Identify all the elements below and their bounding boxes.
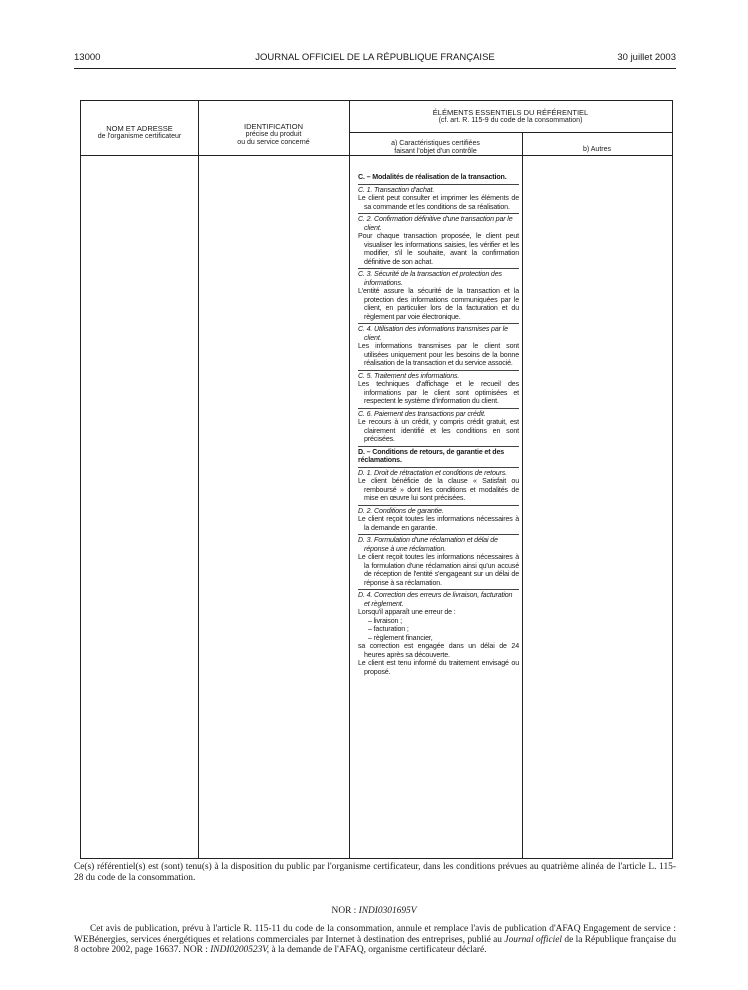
col-caracteristiques-header — [349, 140, 522, 156]
subsection-heading: C. 1. Transaction d'achat. — [358, 185, 435, 194]
referential-table — [80, 100, 673, 859]
body-text: Les informations transmises par le client sont utilisées uniquement pour les besoins de la bonne réalisation de la transaction et du service associé. — [358, 342, 519, 367]
content-block — [358, 325, 519, 368]
col-identification-title: IDENTIFICATION — [243, 122, 304, 131]
list-item: – facturation ; — [368, 625, 409, 633]
content-block — [358, 507, 519, 533]
col-organisme-subtitle: de l'organisme certificateur — [97, 133, 182, 140]
content-block — [358, 270, 519, 321]
block-separator — [358, 370, 519, 371]
col-identification-line2: précise du produit — [245, 131, 302, 138]
block-separator — [358, 323, 519, 324]
body-text: L'entité assure la sécurité de la transaction et la protection des informations communiquées par le client, en particulier lors de la facturation et du règlement par voie électronique. — [358, 287, 519, 321]
referential-note: Ce(s) référentiel(s) est (sont) tenu(s) à la disposition du public par l'organisme certificateur, dans les conditions prévues au quatrième alinéa de l'article L. 115-28 du code de la consommation. — [74, 862, 676, 883]
subsection-heading: D. 3. Formulation d'une réclamation et délai de réponse à une réclamation. — [358, 536, 498, 553]
content-block — [358, 591, 519, 676]
notice-journal: Journal officiel — [504, 934, 562, 945]
column-divider-2 — [349, 101, 350, 858]
col-caracteristiques-line1: a) Caractéristiques certifiées — [391, 140, 480, 147]
col-autres-title: b) Autres — [582, 146, 611, 153]
col-caracteristiques-line2: faisant l'objet d'un contrôle — [394, 148, 477, 155]
block-separator — [358, 268, 519, 269]
subsection-heading: C. 4. Utilisation des informations transmises par le client. — [358, 325, 508, 342]
body-text: Pour chaque transaction proposée, le client peut visualiser les informations saisies, les vérifier et les modifier, s'il le souhaite, avant la confirmation définitive de son achat. — [358, 232, 519, 266]
subsection-heading: C. 5. Traitement des informations. — [358, 371, 460, 380]
content-block — [358, 410, 519, 444]
nor-label: NOR : — [331, 906, 357, 916]
column-divider-1 — [198, 101, 199, 858]
body-text: sa correction est engagée dans un délai de 24 heures après sa découverte. — [358, 642, 519, 659]
body-text: Le recours à un crédit, y compris crédit gratuit, est clairement identifié et les conditions en sont précisées. — [358, 418, 519, 443]
section-heading: D. – Conditions de retours, de garantie et des réclamations. — [358, 447, 505, 464]
block-separator — [358, 505, 519, 506]
col-elements-header — [349, 109, 672, 125]
col-identification-line3: ou du service concerné — [237, 139, 310, 146]
col-autres-header — [522, 146, 672, 154]
journal-title: JOURNAL OFFICIEL DE LA RÉPUBLIQUE FRANÇAISE — [255, 52, 495, 63]
content-block — [358, 536, 519, 587]
publication-notice — [74, 924, 676, 956]
issue-date: 30 juillet 2003 — [617, 52, 676, 63]
notice-part3: à la demande de l'AFAQ, organisme certificateur déclaré. — [271, 945, 487, 955]
body-text: Le client reçoit toutes les informations nécessaires à la formulation d'une réclamation ainsi qu'un accusé de réception de l'entité s'engageant sur un délai de réponse à sa réclamation. — [358, 553, 519, 587]
list-item: – livraison ; — [368, 616, 402, 625]
body-text: Le client est tenu informé du traitement envisagé ou proposé. — [358, 659, 519, 676]
header-subrow-line — [349, 132, 672, 133]
block-separator — [358, 446, 519, 447]
subsection-heading: C. 6. Paiement des transactions par crédit. — [358, 409, 486, 418]
characteristics-content — [358, 173, 519, 680]
block-separator — [358, 534, 519, 535]
header-rule — [74, 68, 676, 69]
list-item: – règlement financier, — [368, 633, 433, 642]
body-text: Le client reçoit toutes les informations nécessaires à la demande en garantie. — [358, 515, 519, 532]
content-block — [358, 173, 519, 182]
notice-part2: de la République française du 8 octobre 2002, page 16637. NOR : — [74, 934, 677, 955]
notice-nor: INDI0200523V, — [210, 945, 270, 955]
column-divider-3 — [522, 133, 523, 858]
subsection-heading: C. 3. Sécurité de la transaction et protection des informations. — [358, 270, 502, 287]
content-block — [358, 448, 519, 465]
block-separator — [358, 213, 519, 214]
page-number: 13000 — [74, 52, 101, 63]
col-organisme-header — [81, 125, 198, 141]
block-separator — [358, 589, 519, 590]
subsection-heading: D. 4. Correction des erreurs de livraison, facturation et règlement. — [358, 591, 513, 608]
body-text: Le client bénéficie de la clause « Satisfait ou remboursé » dont les conditions et modalités de mise en œuvre lui sont précisées. — [358, 477, 519, 502]
content-block — [358, 215, 519, 266]
subsection-heading: D. 2. Conditions de garantie. — [358, 506, 444, 515]
section-heading: C. – Modalités de réalisation de la transaction. — [358, 173, 507, 181]
block-separator — [358, 467, 519, 468]
block-separator — [358, 184, 519, 185]
nor-line — [0, 906, 748, 916]
col-elements-title: ÉLÉMENTS ESSENTIELS DU RÉFÉRENTIEL — [432, 108, 589, 117]
body-text: Les techniques d'affichage et le recueil des informations par le client sont optimisées et respectent le système d'information du client. — [358, 380, 519, 405]
body-text: Lorsqu'il apparaît une erreur de : — [358, 608, 456, 616]
content-block — [358, 469, 519, 503]
notice-part1: Cet avis de publication, prévu à l'article R. 115-11 du code de la consommation, annule et remplace l'avis de publication d'AFAQ Engagement de service : WEBénergies, services énergétiques et relations commerciales par Internet à destination des entreprises, publié au — [74, 924, 676, 945]
subsection-heading: D. 1. Droit de rétractation et conditions de retours. — [358, 468, 507, 477]
subsection-heading: C. 2. Confirmation définitive d'une transaction par le client. — [358, 215, 513, 232]
content-block — [358, 186, 519, 212]
content-block — [358, 372, 519, 406]
col-identification-header — [198, 123, 349, 147]
col-elements-subtitle: (cf. art. R. 115-9 du code de la consommation) — [438, 117, 583, 124]
col-organisme-title: NOM ET ADRESSE — [106, 124, 173, 133]
page-header — [74, 52, 676, 66]
body-text: Le client peut consulter et imprimer les éléments de sa commande et les conditions de sa réalisation. — [358, 194, 519, 211]
nor-code: INDI0301695V — [358, 906, 417, 916]
block-separator — [358, 408, 519, 409]
